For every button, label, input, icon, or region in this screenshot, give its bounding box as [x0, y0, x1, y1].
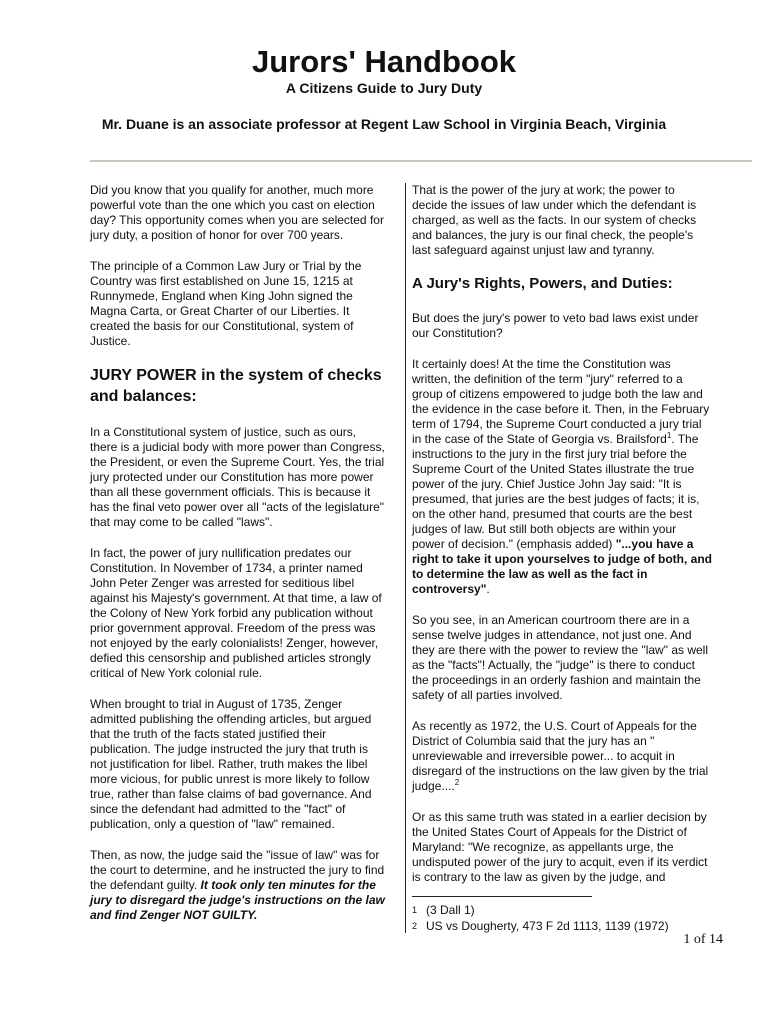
paragraph-text: .: [486, 582, 490, 596]
header-divider: [90, 160, 752, 162]
footnote: [412, 902, 732, 918]
footnotes: [412, 902, 732, 934]
document-title: Jurors' Handbook: [251, 44, 516, 79]
paragraph: The principle of a Common Law Jury or Trial by the Country was first established on June 15, 1215 at Runnymede, England when King John signed the Magna Carta, or Great Charter of our Liberties. It created the basis for our Constitutional, system of Justice.: [90, 259, 362, 348]
paragraph: Did you know that you qualify for another, much more powerful vote than the one which you cast on election day? This opportunity comes when you are selected for jury duty, a position of honor for over 700 years.: [90, 183, 384, 242]
section-heading: JURY POWER in the system of checks and balances:: [90, 367, 382, 405]
paragraph-text: Then, as now, the judge said the "issue of law" was for the court to determine, and he instructed the jury to find the defendant guilty.: [90, 848, 385, 892]
footnote-number: 1: [412, 905, 418, 915]
paragraph: [90, 848, 386, 923]
paragraph-text: As recently as 1972, the U.S. Court of Appeals for the District of Columbia said that the jury has an " unreviewable and irreversible power... to acquit in disregard of the instructions on the law given by the trial judge....: [412, 719, 709, 793]
quote-emphasis: "...you have a right to take it upon yourselves to judge of both, and to determine the law as well as the fact in controversy": [412, 537, 713, 596]
paragraph: [412, 357, 712, 597]
column-divider: [405, 183, 406, 933]
paragraph: But does the jury's power to veto bad laws exist under our Constitution?: [412, 311, 699, 340]
footnote-text: (3 Dall 1): [426, 903, 475, 917]
paragraph: That is the power of the jury at work; the power to decide the issues of law under which the defendant is charged, as well as the facts. In our system of checks and balances, the jury is our final check, the people's last safeguard against unjust law and tyranny.: [412, 183, 697, 257]
footnote-text: US vs Dougherty, 473 F 2d 1113, 1139 (1972): [426, 919, 669, 933]
paragraph: When brought to trial in August of 1735, Zenger admitted publishing the offending articles, but argued that the truth of the facts stated justified their publication. The judge instructed the jury that truth is not justification for libel. Rather, truth makes the libel more vicious, for public unrest is more likely to follow true, rather than false claims of bad governance. And since the defendant had admitted to the "fact" of publication, only a question of "law" remained.: [90, 697, 372, 831]
paragraph: So you see, in an American courtroom there are in a sense twelve judges in attendance, not just one. And they are there with the power to review the "law" as well as the "facts"! Actually, the "judge" is there to conduct the proceedings in an orderly fashion and maintain the safety of all parties involved.: [412, 613, 708, 702]
right-column: [412, 183, 712, 901]
paragraph: [412, 719, 712, 794]
paragraph-text: . The instructions to the jury in the first jury trial before the Supreme Court of the United States illustrate the true power of the jury. Chief Justice John Jay said: "It is presumed, that juries are the best judges of facts; it is, on the other hand, presumed that courts are the best judges of law. But still both objects are within your power of decision." (emphasis added): [412, 432, 700, 551]
left-column: [90, 183, 386, 939]
author-byline: Mr. Duane is an associate professor at Regent Law School in Virginia Beach, Virginia: [101, 116, 667, 132]
paragraph-text: It certainly does! At the time the Constitution was written, the definition of the term "jury" referred to a group of citizens empowered to judge both the law and the evidence in the case before it. Then, in the February term of 1794, the Supreme Court conducted a jury trial in the case of the State of Georgia vs. Brailsford: [412, 357, 710, 446]
footnote-divider: [412, 896, 592, 897]
paragraph: In a Constitutional system of justice, such as ours, there is a judicial body with more power than Congress, the President, or even the Supreme Court. Yes, the trial jury protected under our Constitution has more power than all these government officials. This is because it has the final veto power over all "acts of the legislature" that may come to be called "laws".: [90, 425, 385, 529]
paragraph: Or as this same truth was stated in a earlier decision by the United States Court of Appeals for the District of Maryland: "We recognize, as appellants urge, the undisputed power of the jury to acquit, even if its verdict is contrary to the law as given by the judge, and: [412, 810, 708, 884]
section-heading: A Jury's Rights, Powers, and Duties:: [412, 275, 673, 292]
document-subtitle: A Citizens Guide to Jury Duty: [285, 80, 483, 96]
footnote-ref[interactable]: 1: [666, 431, 672, 440]
paragraph: In fact, the power of jury nullification predates our Constitution. In November of 1734, a printer named John Peter Zenger was arrested for seditious libel against his Majesty's government. At that time, a law of the Colony of New York forbid any publication without prior government approval. Freedom of the press was not enjoyed by the early colonialists! Zenger, however, defied this censorship and published articles strongly critical of New York colonial rule.: [90, 546, 382, 680]
emphasis-text: It took only ten minutes for the jury to disregard the judge's instructions on the law and find Zenger NOT GUILTY.: [90, 878, 385, 922]
footnote-ref[interactable]: 2: [454, 778, 460, 787]
footnote-number: 2: [412, 921, 418, 931]
page-number: 1 of 14: [683, 932, 723, 947]
